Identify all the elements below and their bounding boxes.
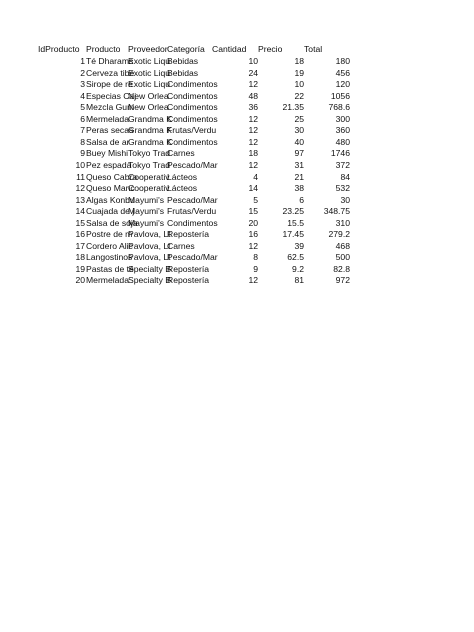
table-row xyxy=(0,102,474,113)
cell-total: 500 xyxy=(335,252,350,263)
cell-categoria: Condimentos xyxy=(167,79,218,90)
cell-cantidad: 48 xyxy=(248,90,258,101)
header-categoria: Categoría xyxy=(167,44,205,54)
cell-cantidad: 12 xyxy=(248,113,258,124)
cell-total: 348.75 xyxy=(323,206,350,217)
cell-total: 768.6 xyxy=(328,102,350,113)
table-row xyxy=(0,264,474,275)
table-row xyxy=(0,125,474,136)
cell-producto: Mermelada xyxy=(86,113,129,124)
cell-idproducto: 17 xyxy=(75,240,85,251)
cell-precio: 10 xyxy=(294,79,304,90)
cell-precio: 30 xyxy=(294,125,304,136)
header-total: Total xyxy=(304,44,323,54)
cell-producto: Langostinos xyxy=(86,252,133,263)
cell-total: 1056 xyxy=(330,90,350,101)
cell-idproducto: 11 xyxy=(76,171,85,182)
cell-categoria: Repostería xyxy=(167,275,210,286)
cell-idproducto: 16 xyxy=(75,229,85,240)
cell-precio: 17.45 xyxy=(282,229,304,240)
table-row xyxy=(0,91,474,102)
cell-proveedor: Exotic Liqu xyxy=(128,79,171,90)
cell-precio: 38 xyxy=(294,183,304,194)
cell-precio: 18 xyxy=(294,56,304,66)
cell-total: 279.2 xyxy=(328,229,350,240)
cell-cantidad: 24 xyxy=(248,67,258,78)
table-row xyxy=(0,183,474,194)
cell-idproducto: 6 xyxy=(80,113,85,124)
cell-precio: 23.25 xyxy=(282,206,304,217)
cell-cantidad: 36 xyxy=(248,102,258,113)
cell-idproducto: 5 xyxy=(80,102,85,113)
cell-idproducto: 15 xyxy=(75,217,85,228)
cell-idproducto: 9 xyxy=(80,148,85,159)
table-row xyxy=(0,137,474,148)
cell-categoria: Repostería xyxy=(167,229,210,240)
cell-categoria: Bebidas xyxy=(167,67,199,78)
cell-categoria: Condimentos xyxy=(167,102,218,113)
cell-cantidad: 4 xyxy=(253,171,258,182)
cell-cantidad: 18 xyxy=(248,148,258,159)
cell-proveedor: Grandma K xyxy=(128,136,172,147)
cell-cantidad: 12 xyxy=(248,79,258,90)
cell-proveedor: Exotic Liqu xyxy=(128,56,171,66)
cell-categoria: Condimentos xyxy=(167,217,218,228)
cell-cantidad: 12 xyxy=(248,159,258,170)
cell-producto: Queso Cabra xyxy=(86,171,138,182)
header-proveedor: Proveedor xyxy=(128,44,168,54)
cell-producto: Peras secas xyxy=(86,125,134,136)
cell-total: 532 xyxy=(335,183,350,194)
cell-total: 300 xyxy=(335,113,350,124)
cell-cantidad: 5 xyxy=(253,194,258,205)
cell-idproducto: 10 xyxy=(75,159,85,170)
cell-categoria: Lácteos xyxy=(167,183,198,194)
cell-cantidad: 16 xyxy=(248,229,258,240)
cell-cantidad: 12 xyxy=(248,125,258,136)
table-row xyxy=(0,79,474,90)
cell-categoria: Condimentos xyxy=(167,90,218,101)
table-row xyxy=(0,114,474,125)
cell-producto: Especias Caj xyxy=(86,90,137,101)
cell-total: 120 xyxy=(335,79,350,90)
table-row xyxy=(0,229,474,240)
cell-proveedor: Specialty B xyxy=(128,263,171,274)
cell-cantidad: 15 xyxy=(248,206,258,217)
cell-producto: Té Dharams xyxy=(86,56,134,66)
cell-cantidad: 12 xyxy=(248,136,258,147)
cell-precio: 97 xyxy=(294,148,304,159)
cell-categoria: Pescado/Mar xyxy=(167,159,218,170)
cell-idproducto: 7 xyxy=(80,125,85,136)
cell-cantidad: 14 xyxy=(248,183,258,194)
cell-total: 468 xyxy=(335,240,350,251)
table-row xyxy=(0,56,474,67)
table-row xyxy=(0,241,474,252)
cell-producto: Cordero Alic xyxy=(86,240,133,251)
cell-precio: 31 xyxy=(294,159,304,170)
cell-cantidad: 20 xyxy=(248,217,258,228)
cell-producto: Sirope de re xyxy=(86,79,133,90)
cell-producto: Cerveza tibe xyxy=(86,67,135,78)
table-row xyxy=(0,68,474,79)
cell-total: 372 xyxy=(335,159,350,170)
cell-total: 456 xyxy=(335,67,350,78)
cell-idproducto: 20 xyxy=(75,275,85,286)
table-row xyxy=(0,275,474,286)
cell-total: 310 xyxy=(335,217,350,228)
cell-producto: Salsa de soja xyxy=(86,217,138,228)
cell-idproducto: 2 xyxy=(80,67,85,78)
header-cantidad: Cantidad xyxy=(212,44,247,54)
table-row xyxy=(0,252,474,263)
cell-categoria: Repostería xyxy=(167,263,210,274)
cell-producto: Buey Mishi xyxy=(86,148,129,159)
cell-categoria: Frutas/Verdu xyxy=(167,206,217,217)
cell-idproducto: 19 xyxy=(75,263,85,274)
cell-precio: 19 xyxy=(294,67,304,78)
cell-total: 360 xyxy=(335,125,350,136)
cell-cantidad: 8 xyxy=(253,252,258,263)
cell-proveedor: Mayumi's xyxy=(128,206,165,217)
cell-producto: Algas Konbu xyxy=(86,194,135,205)
cell-precio: 62.5 xyxy=(287,252,304,263)
cell-proveedor: Grandma K xyxy=(128,125,172,136)
table-row xyxy=(0,218,474,229)
cell-idproducto: 8 xyxy=(80,136,85,147)
cell-precio: 25 xyxy=(294,113,304,124)
cell-categoria: Lácteos xyxy=(167,171,198,182)
cell-categoria: Frutas/Verdu xyxy=(167,125,217,136)
cell-total: 180 xyxy=(335,56,350,66)
cell-total: 84 xyxy=(340,171,350,182)
cell-categoria: Bebidas xyxy=(167,56,199,66)
cell-idproducto: 12 xyxy=(75,183,85,194)
cell-total: 480 xyxy=(335,136,350,147)
cell-proveedor: Specialty B xyxy=(128,275,171,286)
cell-total: 1746 xyxy=(330,148,350,159)
cell-idproducto: 18 xyxy=(75,252,85,263)
header-precio: Precio xyxy=(258,44,283,54)
cell-categoria: Condimentos xyxy=(167,113,218,124)
cell-producto: Salsa de ar xyxy=(86,136,130,147)
table-row xyxy=(0,206,474,217)
cell-producto: Cuajada de j xyxy=(86,206,135,217)
cell-categoria: Condimentos xyxy=(167,136,218,147)
cell-proveedor: Exotic Liqu xyxy=(128,67,171,78)
cell-categoria: Pescado/Mar xyxy=(167,252,218,263)
cell-total: 972 xyxy=(335,275,350,286)
cell-total: 30 xyxy=(340,194,350,205)
table-row xyxy=(0,172,474,183)
cell-idproducto: 1 xyxy=(80,56,85,66)
cell-proveedor: Tokyo Trad xyxy=(128,148,171,159)
cell-idproducto: 14 xyxy=(75,206,85,217)
header-producto: Producto xyxy=(86,44,121,54)
header-idproducto: IdProducto xyxy=(38,44,80,54)
cell-producto: Mezcla Gum xyxy=(86,102,135,113)
cell-proveedor: Cooperativ xyxy=(128,171,170,182)
cell-precio: 40 xyxy=(294,136,304,147)
cell-precio: 81 xyxy=(294,275,304,286)
cell-proveedor: Pavlova, Lt xyxy=(128,229,171,240)
cell-cantidad: 10 xyxy=(248,56,258,66)
cell-idproducto: 3 xyxy=(80,79,85,90)
cell-precio: 21 xyxy=(294,171,304,182)
cell-producto: Mermelada xyxy=(86,275,129,286)
cell-precio: 9.2 xyxy=(292,263,304,274)
cell-categoria: Pescado/Mar xyxy=(167,194,218,205)
cell-producto: Pez espada xyxy=(86,159,132,170)
cell-proveedor: Pavlova, Lt xyxy=(128,252,171,263)
cell-producto: Queso Manc xyxy=(86,183,135,194)
cell-proveedor: Grandma K xyxy=(128,113,172,124)
table-row xyxy=(0,160,474,171)
cell-producto: Pastas de té xyxy=(86,263,134,274)
cell-precio: 6 xyxy=(299,194,304,205)
cell-cantidad: 12 xyxy=(248,275,258,286)
cell-proveedor: New Orlea xyxy=(128,90,169,101)
table-row xyxy=(0,148,474,159)
cell-proveedor: Mayumi's xyxy=(128,194,165,205)
cell-producto: Postre de m xyxy=(86,229,133,240)
cell-idproducto: 13 xyxy=(75,194,85,205)
cell-idproducto: 4 xyxy=(80,90,85,101)
cell-categoria: Carnes xyxy=(167,240,195,251)
header-row xyxy=(0,44,474,55)
cell-cantidad: 9 xyxy=(253,263,258,274)
cell-proveedor: Pavlova, Lt xyxy=(128,240,171,251)
cell-proveedor: Cooperativ xyxy=(128,183,170,194)
cell-proveedor: Tokyo Trad xyxy=(128,159,171,170)
cell-cantidad: 12 xyxy=(248,240,258,251)
cell-precio: 15.5 xyxy=(287,217,304,228)
table-row xyxy=(0,195,474,206)
cell-precio: 39 xyxy=(294,240,304,251)
cell-precio: 21.35 xyxy=(282,102,304,113)
cell-precio: 22 xyxy=(294,90,304,101)
cell-total: 82.8 xyxy=(333,263,350,274)
cell-proveedor: Mayumi's xyxy=(128,217,165,228)
cell-categoria: Carnes xyxy=(167,148,195,159)
cell-proveedor: New Orlea xyxy=(128,102,169,113)
